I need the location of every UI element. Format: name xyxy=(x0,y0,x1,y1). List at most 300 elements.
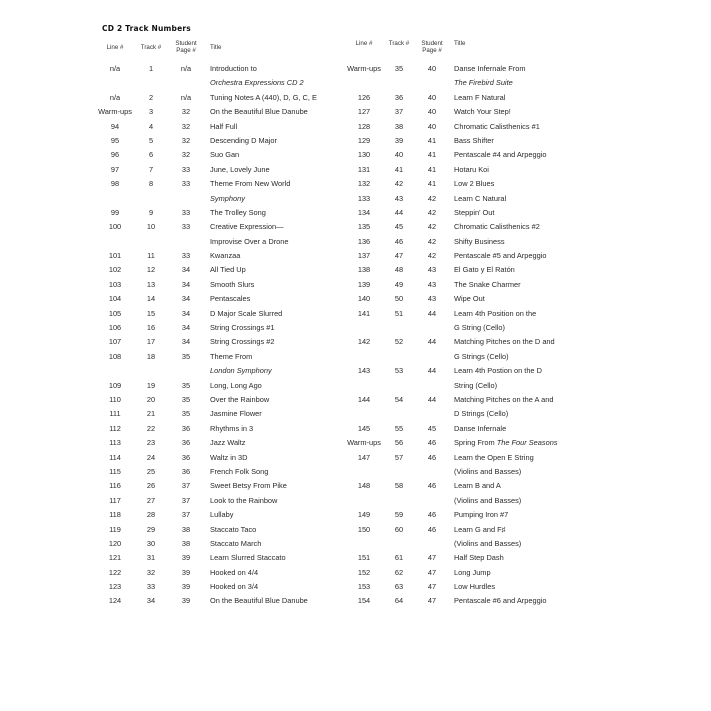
cell-line: Warm-ups xyxy=(347,438,381,448)
cell-title xyxy=(210,422,253,436)
title-text: Learn 4th Position on the xyxy=(454,308,537,318)
title-text: (Violins and Basses) xyxy=(454,466,522,476)
cell-line: 104 xyxy=(108,294,122,304)
cell-line: 96 xyxy=(110,150,120,160)
cell-title xyxy=(454,393,553,407)
table-row xyxy=(344,350,614,364)
table-row xyxy=(344,335,614,349)
cell-page: 33 xyxy=(181,222,191,232)
title-text: Introduction to xyxy=(210,64,257,73)
cell-page: 42 xyxy=(427,193,437,203)
cell-line: 101 xyxy=(108,251,122,261)
left-column-header xyxy=(94,34,344,56)
left-rows xyxy=(94,62,344,609)
cell-title xyxy=(210,407,262,421)
cell-title xyxy=(210,163,270,177)
cell-track: 61 xyxy=(394,553,404,563)
title-text: Matching Pitches on the D and xyxy=(454,337,555,347)
cell-line: 111 xyxy=(109,409,121,419)
title-text: On the Beautiful Blue Danube xyxy=(210,107,308,117)
cell-line: 107 xyxy=(108,337,122,347)
cell-line: 151 xyxy=(357,553,371,563)
cell-track: 11 xyxy=(147,251,155,261)
cell-track: 23 xyxy=(146,438,156,448)
cell-track: 2 xyxy=(148,92,154,102)
cell-track: 34 xyxy=(146,596,156,606)
cell-title xyxy=(454,163,489,177)
table-row xyxy=(344,105,614,119)
title-text: Learn F Natural xyxy=(454,92,506,102)
cell-page: 45 xyxy=(427,423,437,433)
cell-page: 44 xyxy=(427,337,437,347)
cell-page: 47 xyxy=(427,567,437,577)
table-row xyxy=(344,465,614,479)
table-row xyxy=(94,551,344,565)
cell-title xyxy=(210,566,258,580)
cell-line: n/a xyxy=(109,92,121,102)
cell-page: 34 xyxy=(181,265,191,275)
cell-line: 105 xyxy=(108,308,122,318)
cell-title xyxy=(210,91,317,105)
cell-track: 25 xyxy=(146,466,156,476)
cell-track: 57 xyxy=(394,452,404,462)
cell-line: 136 xyxy=(357,236,371,246)
table-row xyxy=(94,307,344,321)
title-text: Kwanzaa xyxy=(210,251,241,261)
table-row xyxy=(344,62,614,76)
table-row xyxy=(344,249,614,263)
cell-title xyxy=(210,537,261,551)
title-text: Tuning Notes A (440), D, G, C, E xyxy=(210,92,317,102)
title-text: Pentascale #4 and Arpeggio xyxy=(454,150,547,160)
cell-track: 62 xyxy=(394,567,404,577)
cell-title xyxy=(210,105,308,119)
title-text: Improvise Over a Drone xyxy=(210,236,289,246)
cell-page: 41 xyxy=(427,179,437,189)
cell-title xyxy=(454,148,546,162)
table-row xyxy=(344,508,614,522)
cell-title xyxy=(454,105,511,119)
table-row xyxy=(344,551,614,565)
cell-page: 34 xyxy=(181,308,191,318)
title-text: Hooked on 4/4 xyxy=(210,567,259,577)
cell-line: 145 xyxy=(357,423,371,433)
title-header: Title xyxy=(210,44,222,51)
table-row xyxy=(344,235,614,249)
cell-line: 113 xyxy=(109,438,121,448)
cell-line: 139 xyxy=(357,279,371,289)
table-row xyxy=(94,436,344,450)
cell-line: 144 xyxy=(357,394,371,404)
cell-track: 17 xyxy=(146,337,156,347)
title-text: Pentascale #6 and Arpeggio xyxy=(454,596,547,606)
table-row xyxy=(344,364,614,378)
cell-track: 48 xyxy=(394,265,404,275)
cell-title xyxy=(210,594,308,608)
title-text: Lullaby xyxy=(210,510,234,520)
title-text: Learn Slurred Staccato xyxy=(210,553,286,563)
cell-page: 38 xyxy=(181,538,191,548)
cell-title xyxy=(454,422,506,436)
title-text: The Trolley Song xyxy=(210,207,266,217)
table-row xyxy=(344,393,614,407)
table-row xyxy=(94,235,344,249)
cell-track: 9 xyxy=(148,207,154,217)
cell-page: 32 xyxy=(181,107,191,117)
cell-title xyxy=(454,321,505,335)
cell-line: 109 xyxy=(108,380,122,390)
title-text: The Firebird Suite xyxy=(454,78,513,88)
table-row xyxy=(94,120,344,134)
table-row xyxy=(94,163,344,177)
table-row xyxy=(94,379,344,393)
cell-line: 114 xyxy=(109,452,121,462)
cell-title xyxy=(210,551,286,565)
title-text: Learn the Open E String xyxy=(454,452,534,462)
cell-title xyxy=(210,120,237,134)
cell-page: 47 xyxy=(427,582,437,592)
title-text: Shifty Business xyxy=(454,236,505,246)
cell-title xyxy=(454,350,509,364)
cell-title xyxy=(210,580,258,594)
title-text: Pumping Iron #7 xyxy=(454,510,509,520)
table-row xyxy=(344,163,614,177)
cell-page: 37 xyxy=(181,510,191,520)
cell-title xyxy=(454,335,555,349)
cell-track: 22 xyxy=(146,423,156,433)
title-text: Danse Infernale xyxy=(454,423,507,433)
table-row xyxy=(94,407,344,421)
cell-line: Warm-ups xyxy=(98,107,132,117)
cell-page: 37 xyxy=(181,495,191,505)
cell-page: 35 xyxy=(181,380,191,390)
cell-page: 40 xyxy=(427,92,437,102)
cell-title xyxy=(454,76,513,90)
cell-track: 16 xyxy=(146,323,156,333)
cell-line: 152 xyxy=(357,567,371,577)
cell-line: 135 xyxy=(357,222,371,232)
cell-title xyxy=(210,321,275,335)
title-text: (Violins and Basses) xyxy=(454,495,522,505)
cell-title xyxy=(454,134,494,148)
page-title: CD 2 Track Numbers xyxy=(102,24,191,33)
cell-line: 141 xyxy=(357,308,371,318)
cell-page: 36 xyxy=(181,452,191,462)
cell-track: 12 xyxy=(146,265,156,275)
table-row xyxy=(94,91,344,105)
cell-line: 112 xyxy=(109,423,121,433)
cell-page: 46 xyxy=(427,524,437,534)
table-row xyxy=(344,192,614,206)
page-header-1: Student xyxy=(421,40,443,47)
cell-track: 59 xyxy=(394,510,404,520)
title-text: Low Hurdles xyxy=(454,582,496,592)
cell-title xyxy=(210,307,282,321)
cell-line: 106 xyxy=(108,323,122,333)
cell-page: 35 xyxy=(181,351,191,361)
title-text: Waltz in 3D xyxy=(210,452,248,462)
table-row xyxy=(94,479,344,493)
cell-page: 32 xyxy=(181,150,191,160)
table-row xyxy=(94,508,344,522)
cell-track: 5 xyxy=(148,135,154,145)
cell-track: 10 xyxy=(146,222,156,232)
table-row xyxy=(344,91,614,105)
cell-track: 20 xyxy=(146,394,156,404)
cell-page: 44 xyxy=(427,394,437,404)
cell-title xyxy=(454,249,546,263)
table-row xyxy=(94,537,344,551)
cell-track: 31 xyxy=(146,553,156,563)
cell-title xyxy=(454,407,508,421)
table-row xyxy=(94,335,344,349)
cell-line: 154 xyxy=(357,596,371,606)
title-text: The Snake Charmer xyxy=(454,279,521,289)
cell-line: 153 xyxy=(357,582,371,592)
cell-title xyxy=(454,91,505,105)
title-text: Over the Rainbow xyxy=(210,394,270,404)
cell-page: 42 xyxy=(427,222,437,232)
cell-track: 56 xyxy=(394,438,404,448)
cell-line: 110 xyxy=(109,394,121,404)
title-text: Spring From xyxy=(454,438,497,448)
title-text: Hooked on 3/4 xyxy=(210,582,259,592)
cell-track: 4 xyxy=(148,121,154,131)
cell-line: n/a xyxy=(109,64,121,73)
title-text: Matching Pitches on the A and xyxy=(454,394,554,404)
cell-track: 21 xyxy=(146,409,156,419)
title-text: Look to the Rainbow xyxy=(210,495,278,505)
title-text: Theme From New World xyxy=(210,179,291,189)
title-text: El Gato y El Ratón xyxy=(454,265,515,275)
page-header-2: Page # xyxy=(176,47,196,54)
cell-page: 47 xyxy=(427,596,437,606)
cell-track: 55 xyxy=(394,423,404,433)
cell-line: 94 xyxy=(110,121,120,131)
cell-title xyxy=(454,235,505,249)
cell-title xyxy=(454,177,494,191)
cell-title xyxy=(210,249,240,263)
cell-page: 39 xyxy=(181,582,191,592)
cell-line: Warm-ups xyxy=(347,64,381,73)
table-row xyxy=(94,566,344,580)
title-italic-text: The Four Seasons xyxy=(496,438,558,448)
cell-title xyxy=(210,263,246,277)
title-header: Title xyxy=(454,40,466,47)
cell-page: 34 xyxy=(181,337,191,347)
table-row xyxy=(94,177,344,191)
table-row xyxy=(344,537,614,551)
track-header: Track # xyxy=(388,40,410,47)
title-text: Theme From xyxy=(210,351,253,361)
cell-page: 43 xyxy=(427,279,437,289)
cell-title xyxy=(454,465,521,479)
cell-page: 33 xyxy=(181,164,191,174)
cell-title xyxy=(210,494,277,508)
cell-title xyxy=(454,580,495,594)
cell-title xyxy=(210,393,269,407)
cell-page: 39 xyxy=(181,596,191,606)
cell-line: 143 xyxy=(357,366,371,376)
cell-title xyxy=(210,523,256,537)
cell-title xyxy=(210,76,304,90)
cell-track: 15 xyxy=(146,308,156,318)
cell-line: 127 xyxy=(357,107,371,117)
cell-page: 47 xyxy=(427,553,437,563)
title-text: D Major Scale Slurred xyxy=(210,308,283,318)
title-text: Learn B and A xyxy=(454,481,501,491)
cell-track: 38 xyxy=(394,121,404,131)
cell-page: 46 xyxy=(427,510,437,520)
cell-track: 7 xyxy=(148,164,154,174)
title-text: Pentascale #5 and Arpeggio xyxy=(454,251,547,261)
cell-page: n/a xyxy=(180,64,192,73)
cell-track: 54 xyxy=(394,394,404,404)
cell-track: 26 xyxy=(146,481,156,491)
title-text: Symphony xyxy=(210,193,245,203)
title-text: All Tied Up xyxy=(210,265,246,275)
cell-line: 150 xyxy=(357,524,371,534)
cell-track: 43 xyxy=(394,193,404,203)
cell-line: 124 xyxy=(108,596,122,606)
cell-line: 126 xyxy=(357,92,371,102)
cell-title xyxy=(210,508,233,522)
cell-title xyxy=(210,177,290,191)
cell-track: 13 xyxy=(146,279,156,289)
cell-page: 40 xyxy=(427,107,437,117)
cell-title xyxy=(210,292,250,306)
cell-page: 41 xyxy=(427,135,437,145)
cell-page: 33 xyxy=(181,179,191,189)
left-column xyxy=(94,34,344,609)
cell-track: 44 xyxy=(394,207,404,217)
cell-line: 128 xyxy=(357,121,371,131)
cell-track: 36 xyxy=(394,92,404,102)
cell-page: 41 xyxy=(427,150,437,160)
cell-title xyxy=(454,479,501,493)
table-row xyxy=(94,105,344,119)
cell-page: 36 xyxy=(181,423,191,433)
title-text: Low 2 Blues xyxy=(454,179,495,189)
table-row xyxy=(94,465,344,479)
cell-title xyxy=(210,62,257,76)
table-row xyxy=(94,321,344,335)
cell-line: 108 xyxy=(108,351,122,361)
title-text: Long Jump xyxy=(454,567,491,577)
table-row xyxy=(344,422,614,436)
title-text: Creative Expression— xyxy=(210,222,284,232)
cell-line: 100 xyxy=(108,222,122,232)
table-row xyxy=(344,134,614,148)
table-row xyxy=(94,263,344,277)
cell-page: 35 xyxy=(181,394,191,404)
cell-track: 40 xyxy=(394,150,404,160)
title-text: String Crossings #2 xyxy=(210,337,275,347)
cell-page: 39 xyxy=(181,553,191,563)
table-row xyxy=(344,594,614,608)
title-text: Half Step Dash xyxy=(454,553,504,563)
cell-title xyxy=(454,566,491,580)
title-text: Rhythms in 3 xyxy=(210,423,254,433)
right-column xyxy=(344,34,614,609)
cell-track: 42 xyxy=(394,179,404,189)
cell-page: 36 xyxy=(181,438,191,448)
cell-track: 28 xyxy=(146,510,156,520)
title-text: Suo Gan xyxy=(210,150,240,160)
table-row xyxy=(344,566,614,580)
title-text: Sweet Betsy From Pike xyxy=(210,481,287,491)
title-text: String Crossings #1 xyxy=(210,323,275,333)
cell-track: 8 xyxy=(148,179,154,189)
table-row xyxy=(94,364,344,378)
table-row xyxy=(344,407,614,421)
title-text: Learn C Natural xyxy=(454,193,507,203)
cell-title xyxy=(210,436,245,450)
table-row xyxy=(94,494,344,508)
cell-title xyxy=(454,120,540,134)
cell-title xyxy=(454,192,506,206)
cell-line: 95 xyxy=(110,135,120,145)
cell-track: 27 xyxy=(146,495,156,505)
title-text: G String (Cello) xyxy=(454,323,505,333)
cell-title xyxy=(454,62,525,76)
table-row xyxy=(94,278,344,292)
title-text: Smooth Slurs xyxy=(210,279,255,289)
table-row xyxy=(94,206,344,220)
cell-track: 47 xyxy=(394,251,404,261)
cell-page: 36 xyxy=(181,466,191,476)
cell-line: 140 xyxy=(357,294,371,304)
line-header: Line # xyxy=(106,44,124,51)
cell-title xyxy=(454,594,546,608)
cell-page: 44 xyxy=(427,366,437,376)
cell-track: 63 xyxy=(394,582,404,592)
cell-line: 132 xyxy=(357,179,371,189)
cell-title xyxy=(210,206,266,220)
cell-title xyxy=(454,436,558,450)
cell-page: 46 xyxy=(427,481,437,491)
cell-line: 129 xyxy=(357,135,371,145)
cell-track: 37 xyxy=(394,107,404,117)
table-row xyxy=(94,76,344,90)
title-text: Staccato March xyxy=(210,538,262,548)
cell-line: 131 xyxy=(357,164,371,174)
title-text: D Strings (Cello) xyxy=(454,409,509,419)
title-text: Wipe Out xyxy=(454,294,485,304)
cell-track: 6 xyxy=(148,150,154,160)
cell-line: 138 xyxy=(357,265,371,275)
cell-title xyxy=(454,206,494,220)
table-row xyxy=(94,594,344,608)
cell-track: 19 xyxy=(146,380,156,390)
table-row xyxy=(94,62,344,76)
cell-title xyxy=(454,292,485,306)
table-row xyxy=(94,249,344,263)
title-text: Jasmine Flower xyxy=(210,409,262,419)
cell-line: 122 xyxy=(108,567,122,577)
cell-line: 123 xyxy=(108,582,122,592)
cell-track: 14 xyxy=(146,294,156,304)
table-row xyxy=(344,307,614,321)
title-text: Hotaru Koi xyxy=(454,164,489,174)
table-row xyxy=(344,206,614,220)
cell-title xyxy=(210,148,239,162)
cell-track: 33 xyxy=(146,582,156,592)
cell-title xyxy=(210,479,287,493)
cell-page: 42 xyxy=(427,251,437,261)
title-text: String (Cello) xyxy=(454,380,498,390)
cell-line: 103 xyxy=(108,279,122,289)
